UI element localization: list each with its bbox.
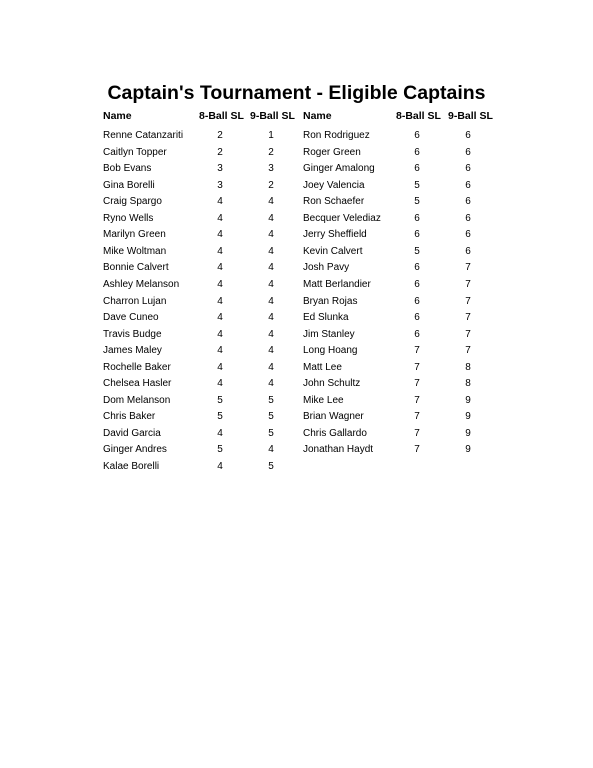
left-8ball-sl: 5 [217, 395, 223, 406]
left-9ball-sl: 4 [268, 444, 274, 455]
left-9ball-sl: 4 [268, 312, 274, 323]
left-9ball-sl: 4 [268, 229, 274, 240]
left-8ball-sl: 5 [217, 411, 223, 422]
left-8ball-sl: 3 [217, 180, 223, 191]
left-player-name: Ashley Melanson [103, 279, 180, 290]
right-8ball-sl: 7 [414, 378, 420, 389]
left-8ball-sl: 4 [217, 461, 223, 472]
left-8ball-sl: 4 [217, 213, 223, 224]
right-player-name: Joey Valencia [303, 180, 365, 191]
right-player-name: Ginger Amalong [303, 163, 375, 174]
left-9ball-sl: 4 [268, 196, 274, 207]
left-8ball-header: 8-Ball SL [199, 110, 244, 122]
right-8ball-sl: 7 [414, 395, 420, 406]
left-9ball-sl: 3 [268, 163, 274, 174]
right-player-name: Matt Berlandier [303, 279, 371, 290]
right-8ball-sl: 6 [414, 279, 420, 290]
right-player-name: Brian Wagner [303, 411, 364, 422]
left-player-name: Travis Budge [103, 329, 162, 340]
left-8ball-sl: 2 [217, 147, 223, 158]
left-player-name: James Maley [103, 345, 162, 356]
left-9ball-sl: 4 [268, 378, 274, 389]
left-8ball-sl: 4 [217, 312, 223, 323]
left-player-name: Dom Melanson [103, 395, 171, 406]
right-9ball-sl: 7 [465, 279, 471, 290]
right-player-name: Jim Stanley [303, 329, 355, 340]
right-player-name: Ron Rodriguez [303, 130, 370, 141]
left-9ball-header: 9-Ball SL [250, 110, 295, 122]
left-9ball-sl: 4 [268, 246, 274, 257]
right-player-name: John Schultz [303, 378, 361, 389]
right-player-name: Josh Pavy [303, 262, 350, 273]
left-player-name: Craig Spargo [103, 196, 162, 207]
left-player-name: Kalae Borelli [103, 461, 160, 472]
right-9ball-sl: 8 [465, 362, 471, 373]
left-player-name: Mike Woltman [103, 246, 167, 257]
left-player-name: Gina Borelli [103, 180, 155, 191]
left-player-name: Renne Catanzariti [103, 130, 184, 141]
right-8ball-sl: 6 [414, 229, 420, 240]
right-player-name: Bryan Rojas [303, 296, 358, 307]
right-9ball-sl: 6 [465, 246, 471, 257]
left-9ball-sl: 4 [268, 213, 274, 224]
left-9ball-sl: 2 [268, 180, 274, 191]
right-8ball-sl: 7 [414, 444, 420, 455]
right-9ball-sl: 6 [465, 180, 471, 191]
left-8ball-sl: 4 [217, 296, 223, 307]
left-9ball-sl: 1 [268, 130, 274, 141]
right-9ball-sl: 6 [465, 196, 471, 207]
right-9ball-sl: 7 [465, 296, 471, 307]
right-9ball-sl: 6 [465, 147, 471, 158]
left-player-name: Caitlyn Topper [103, 147, 167, 158]
left-9ball-sl: 4 [268, 329, 274, 340]
right-8ball-sl: 5 [414, 196, 420, 207]
right-8ball-sl: 7 [414, 411, 420, 422]
right-9ball-header: 9-Ball SL [448, 110, 493, 122]
left-9ball-sl: 4 [268, 296, 274, 307]
right-8ball-sl: 6 [414, 296, 420, 307]
right-8ball-sl: 6 [414, 130, 420, 141]
right-8ball-sl: 6 [414, 262, 420, 273]
right-player-name: Ed Slunka [303, 312, 349, 323]
right-name-header: Name [303, 110, 332, 122]
left-player-name: David Garcia [103, 428, 161, 439]
right-8ball-sl: 7 [414, 428, 420, 439]
right-9ball-sl: 9 [465, 428, 471, 439]
left-player-name: Ryno Wells [103, 213, 154, 224]
right-8ball-sl: 6 [414, 329, 420, 340]
left-9ball-sl: 4 [268, 279, 274, 290]
right-9ball-sl: 6 [465, 229, 471, 240]
left-8ball-sl: 4 [217, 279, 223, 290]
right-9ball-sl: 7 [465, 345, 471, 356]
left-8ball-sl: 4 [217, 362, 223, 373]
left-8ball-sl: 4 [217, 229, 223, 240]
left-player-name: Bob Evans [103, 163, 152, 174]
left-player-name: Marilyn Green [103, 229, 166, 240]
right-player-name: Matt Lee [303, 362, 342, 373]
right-player-name: Roger Green [303, 147, 361, 158]
right-9ball-sl: 7 [465, 262, 471, 273]
left-9ball-sl: 4 [268, 345, 274, 356]
left-player-name: Chris Baker [103, 411, 156, 422]
left-9ball-sl: 5 [268, 428, 274, 439]
right-8ball-sl: 6 [414, 213, 420, 224]
right-player-name: Jerry Sheffield [303, 229, 367, 240]
left-9ball-sl: 5 [268, 461, 274, 472]
left-player-name: Rochelle Baker [103, 362, 171, 373]
right-9ball-sl: 8 [465, 378, 471, 389]
left-player-name: Charron Lujan [103, 296, 167, 307]
right-8ball-sl: 6 [414, 147, 420, 158]
left-8ball-sl: 4 [217, 196, 223, 207]
right-8ball-sl: 6 [414, 163, 420, 174]
left-8ball-sl: 5 [217, 444, 223, 455]
right-player-name: Becquer Velediaz [303, 213, 381, 224]
left-8ball-sl: 4 [217, 329, 223, 340]
right-8ball-sl: 6 [414, 312, 420, 323]
right-8ball-sl: 5 [414, 180, 420, 191]
right-player-name: Kevin Calvert [303, 246, 363, 257]
right-9ball-sl: 7 [465, 312, 471, 323]
right-9ball-sl: 7 [465, 329, 471, 340]
right-9ball-sl: 9 [465, 395, 471, 406]
right-8ball-sl: 7 [414, 345, 420, 356]
right-player-name: Mike Lee [303, 395, 344, 406]
left-9ball-sl: 5 [268, 411, 274, 422]
left-8ball-sl: 2 [217, 130, 223, 141]
right-player-name: Jonathan Haydt [303, 444, 374, 455]
left-name-header: Name [103, 110, 132, 122]
left-8ball-sl: 4 [217, 428, 223, 439]
right-9ball-sl: 9 [465, 444, 471, 455]
left-player-name: Ginger Andres [103, 444, 167, 455]
left-player-name: Bonnie Calvert [103, 262, 169, 273]
left-player-name: Chelsea Hasler [103, 378, 172, 389]
right-player-name: Ron Schaefer [303, 196, 365, 207]
right-8ball-sl: 5 [414, 246, 420, 257]
left-8ball-sl: 3 [217, 163, 223, 174]
right-9ball-sl: 6 [465, 163, 471, 174]
right-8ball-sl: 7 [414, 362, 420, 373]
right-9ball-sl: 6 [465, 213, 471, 224]
left-9ball-sl: 2 [268, 147, 274, 158]
left-8ball-sl: 4 [217, 246, 223, 257]
left-9ball-sl: 4 [268, 262, 274, 273]
right-9ball-sl: 9 [465, 411, 471, 422]
left-player-name: Dave Cuneo [103, 312, 159, 323]
right-8ball-header: 8-Ball SL [396, 110, 441, 122]
left-9ball-sl: 4 [268, 362, 274, 373]
right-9ball-sl: 6 [465, 130, 471, 141]
left-8ball-sl: 4 [217, 262, 223, 273]
right-player-name: Long Hoang [303, 345, 358, 356]
left-8ball-sl: 4 [217, 378, 223, 389]
right-player-name: Chris Gallardo [303, 428, 367, 439]
left-9ball-sl: 5 [268, 395, 274, 406]
page-title: Captain's Tournament - Eligible Captains [107, 82, 486, 104]
left-8ball-sl: 4 [217, 345, 223, 356]
